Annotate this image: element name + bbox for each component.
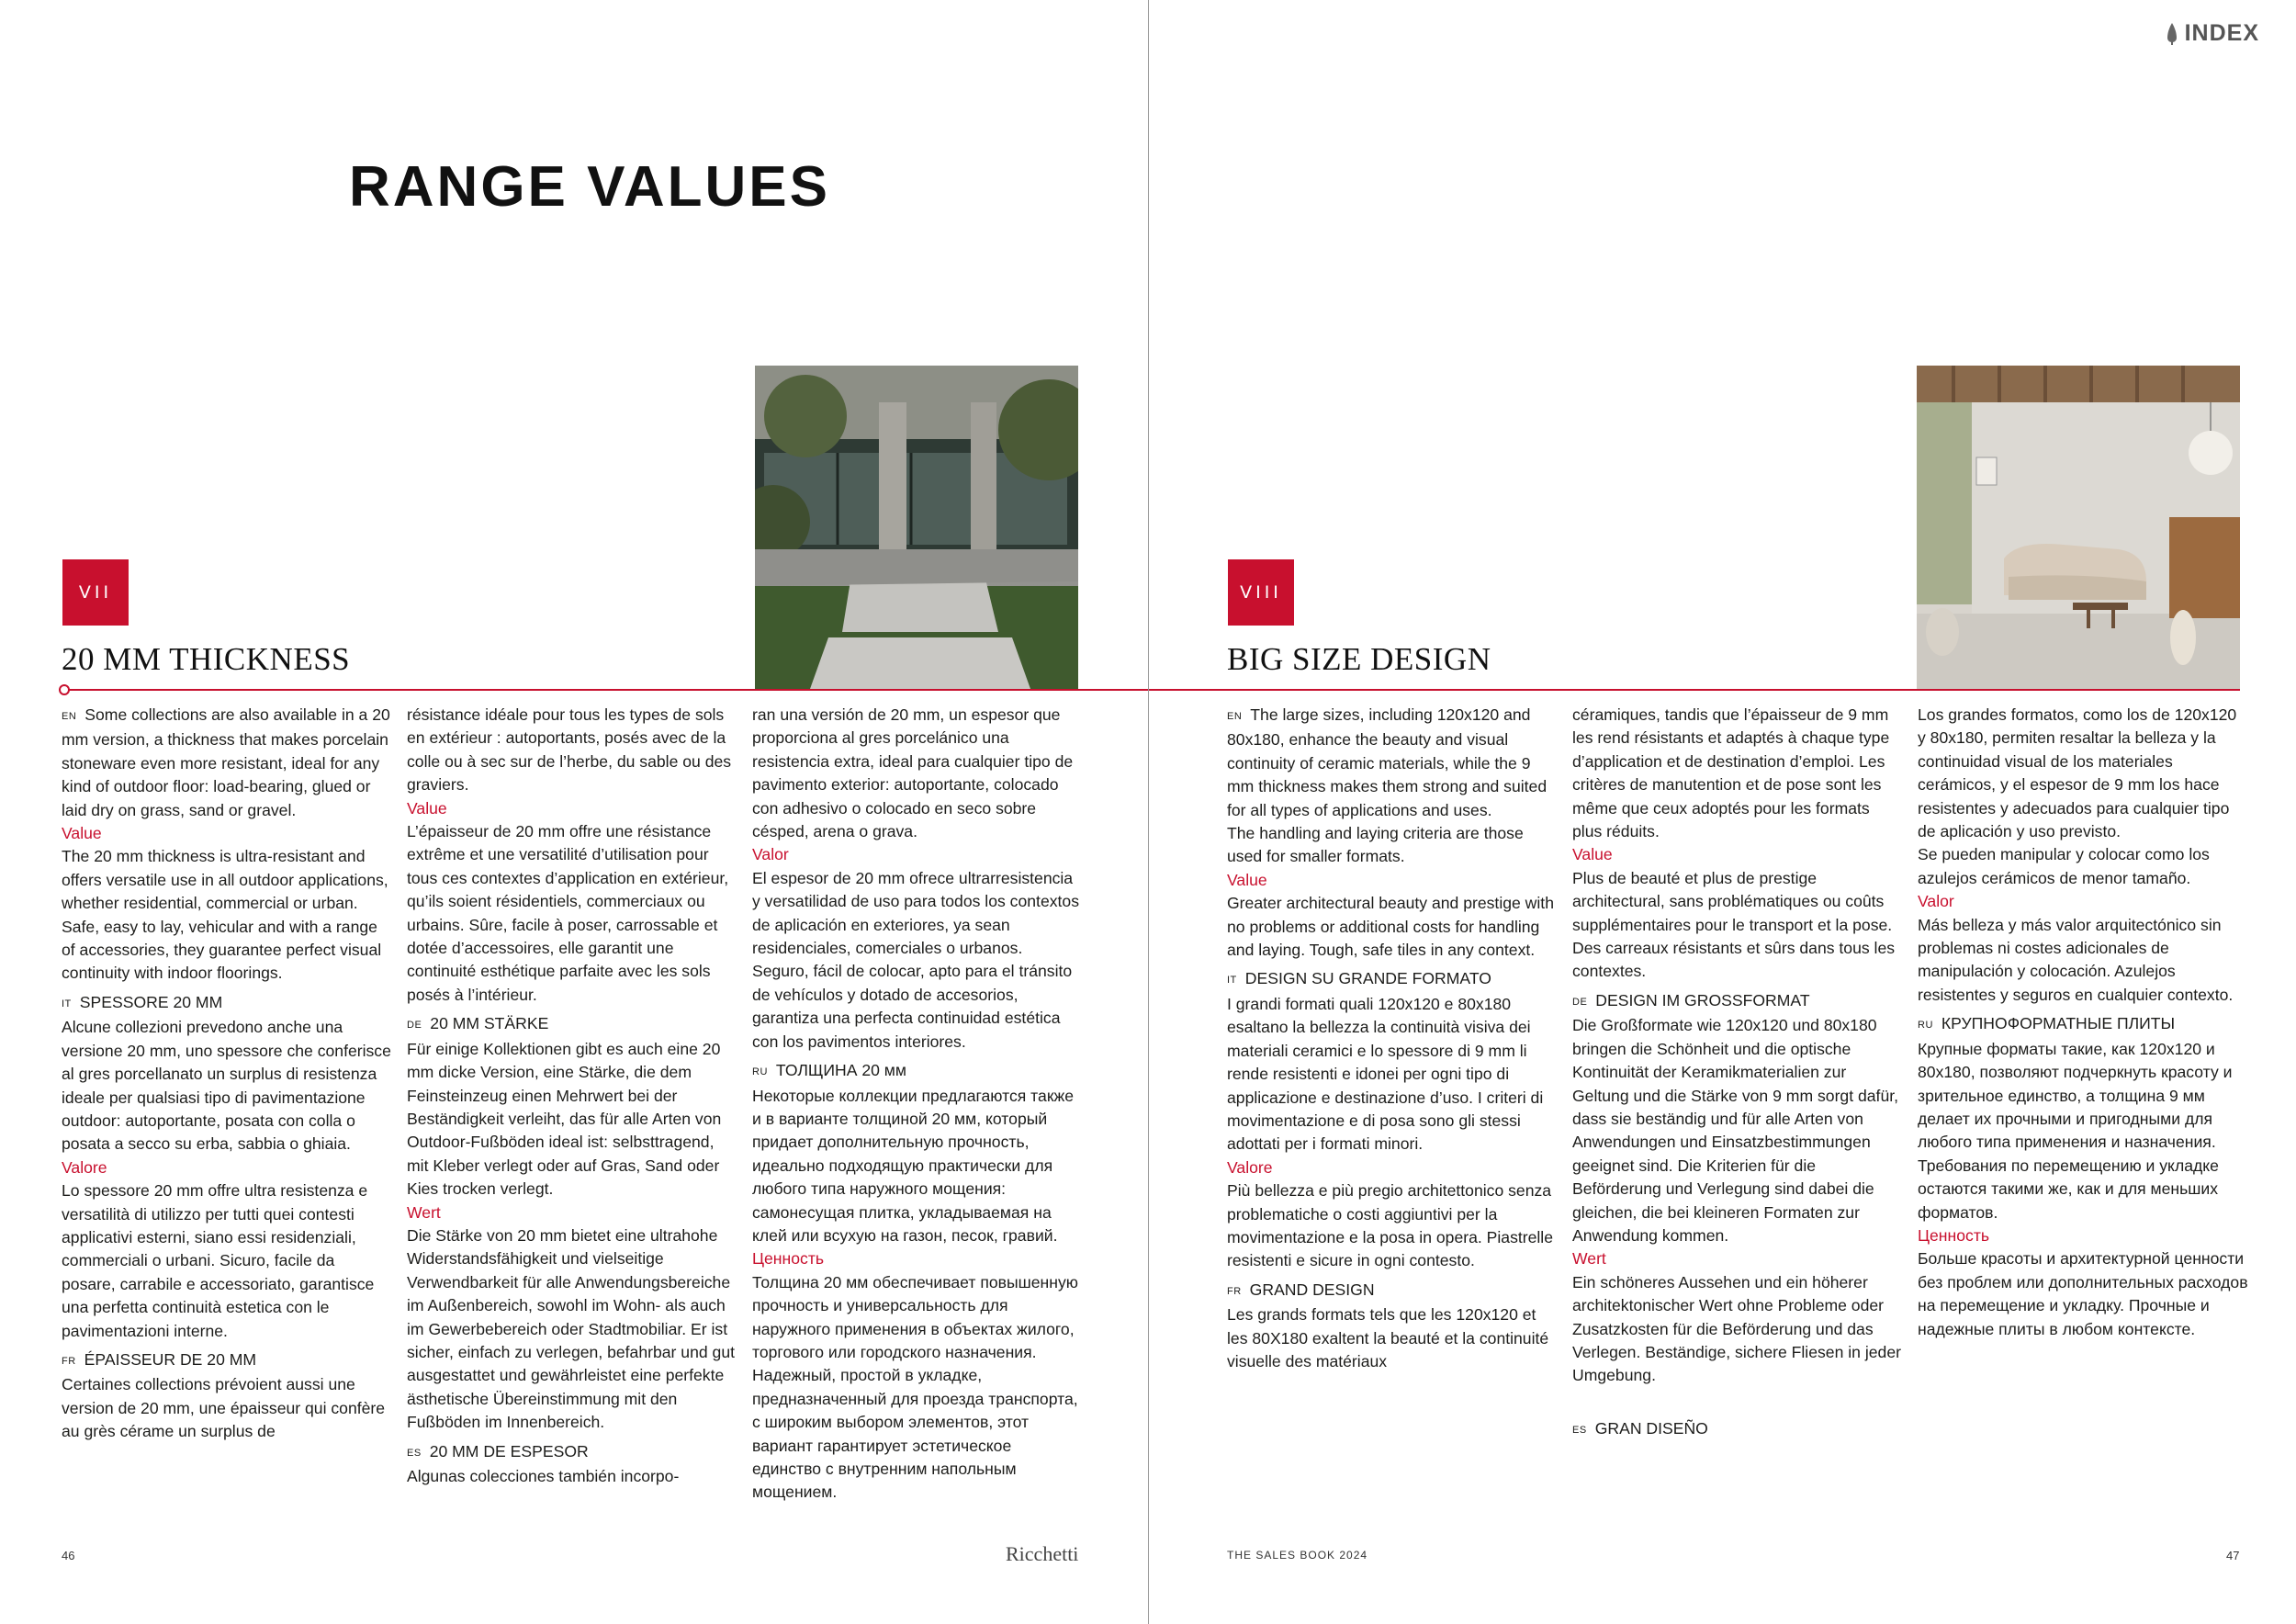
lang-tag: RU (1918, 1020, 1933, 1032)
body-text: Certaines collections prévoient aussi une version de 20 mm, une épaisseur qui confère au grès cérame un surplus de (62, 1375, 386, 1441)
text-column-1 (62, 704, 392, 1444)
lang-tag: FR (62, 1355, 76, 1367)
body-text: Lo spessore 20 mm offre ultra resistenza e versatilità di utilizzo per tutti quei contesti applicativi esterni, siano essi residenziali, commerciali o urbani. Sicuro, facile da posare, carrabile e accessoriato, garantisce una perfetta continuità estetica con le pavimentazioni interne. (62, 1181, 375, 1340)
body-text: Für einige Kollektionen gibt es auch eine 20 mm dicke Version, eine Stärke, die dem Feinsteinzeug einen Mehrwert bei der Beständigkeit verleiht, das für alle Arten von Outdoor-Fußböden ideal ist: selbsttragend, mit Kleber verlegt oder auf Gras, Sand oder Kies trocken verlegt. (407, 1039, 722, 1199)
body-text: Más belleza y más valor arquitectónico sin problemas ni costes adicionales de manipulación y colocación. Azulejos resistentes y seguros en cualquier contexto. (1918, 915, 2234, 1004)
section-heading-es (407, 1440, 737, 1465)
body-text: Some collections are also available in a 20 mm version, a thickness that makes porcelain stoneware even more resistant, ideal for any kind of outdoor floor: load-bearing, glued or laid dry on grass, sand or gravel. (62, 705, 390, 819)
body-text: Требования по перемещению и укладке остаются такими же, как и для меньших форматов. (1918, 1156, 2219, 1222)
lang-tag: EN (1227, 711, 1243, 722)
body-text: Alcune collezioni prevedono anche una versione 20 mm, uno spessore che conferisce al gres porcellanato un surplus di resistenza ideale per qualsiasi tipo di pavimentazione outdoor: autoportante, posata con colla o posata a secco su erba, sabbia o ghiaia. (62, 1018, 391, 1154)
section-heading-es (1572, 1417, 1903, 1442)
section-rule (64, 689, 1148, 691)
index-label: INDEX (2184, 20, 2259, 46)
heading-text: ТОЛЩИНА 20 мм (775, 1061, 906, 1080)
section-number-badge: VIII (1228, 559, 1294, 626)
lang-tag: ES (1572, 1424, 1587, 1436)
value-label: Value (62, 824, 102, 843)
body-text: Больше красоты и архитектурной ценности без проблем или дополнительных расходов на перемещение и укладку. Прочные и надежные плиты в любом контексте. (1918, 1249, 2248, 1338)
body-text: The 20 mm thickness is ultra-resistant and offers versatile use in all outdoor applications, whether residential, commercial or urban. Safe, easy to lay, vehicular and with a range of accessories, they guarantee perfect visual continuity with indoor floorings. (62, 847, 388, 983)
section-heading-it (1227, 967, 1558, 992)
body-text: résistance idéale pour tous les types de sols en extérieur : autoportants, posés avec de la colle ou à sec sur de l’herbe, du sable ou des graviers. (407, 705, 732, 795)
body-text: L’épaisseur de 20 mm offre une résistance extrême et une versatilité d’utilisation pour tous ces contextes d’application en extérieur, qu’ils soient résidentiels, commerciaux ou urbains. Sûre, facile à poser, carrossable et dotée d’accessoires, elle garantit une continuité esthétique parfaite avec les sols posés à l’intérieur. (407, 822, 729, 1004)
value-label: Valore (1227, 1157, 1273, 1177)
section-title: 20 MM THICKNESS (62, 641, 351, 677)
value-label: Ценность (752, 1249, 825, 1269)
body-text: Некоторые коллекции предлагаются также и в варианте толщиной 20 мм, который придает дополнительную прочность, идеально подходящую практически для любого типа наружного мощения: самонесущая плитка, укладываемая на клей или всухую на газон, песок, гравий. (752, 1086, 1075, 1245)
page-number: 46 (62, 1549, 75, 1562)
lang-tag: IT (62, 998, 72, 1009)
section-heading-fr (1227, 1279, 1558, 1303)
body-text: Die Stärke von 20 mm bietet eine ultrahohe Widerstandsfähigkeit und vielseitige Verwendbarkeit für alle Anwendungsbereiche im Außenbereich, sowohl im Wohn- als auch im Gewerbebereich oder Stadtmobiliar. Er ist sicher, einfach zu verlegen, befahrbar und gut ausgestattet und gewährleistet eine perfekte ästhetische Übereinstimmung mit den Fußböden im Innenbereich. (407, 1225, 735, 1432)
body-text: Крупные форматы такие, как 120x120 и 80x180, позволяют подчеркнуть красоту и зрительное единство, а толщина 9 мм делает их прочными и пригодными для любого типа применения и назначения. (1918, 1039, 2233, 1152)
text-column-2 (1572, 704, 1903, 1442)
body-text: Greater architectural beauty and prestige with no problems or additional costs for handling and laying. Tough, safe tiles in any context. (1227, 894, 1554, 960)
text-column-3 (752, 704, 1083, 1505)
page-title: RANGE VALUES (349, 155, 831, 219)
body-text: Algunas colecciones también incorpo- (407, 1467, 680, 1485)
heading-text: 20 MM STÄRKE (430, 1014, 549, 1033)
cypress-tree-icon (2163, 22, 2181, 46)
value-label: Ценность (1918, 1225, 1990, 1245)
value-label: Value (1227, 870, 1267, 889)
section-rule (1149, 689, 2240, 691)
book-title-footer: THE SALES BOOK 2024 (1227, 1549, 1368, 1562)
body-text: Plus de beauté et plus de prestige architectural, sans problématiques ou coûts supplémentaires pour le transport et la pose. Des carreaux résistants et sûrs dans tous les contextes. (1572, 868, 1896, 981)
heading-text: ÉPAISSEUR DE 20 MM (84, 1349, 257, 1369)
heading-text: GRAND DESIGN (1249, 1280, 1375, 1299)
text-column-1 (1227, 704, 1558, 1373)
body-text: Ein schöneres Aussehen und ein höherer architektonischer Wert ohne Probleme oder Zusatzkosten für die Beförderung und das Verlegen. Beständige, sichere Fliesen in jeder Umgebung. (1572, 1272, 1901, 1385)
section-number-badge: VII (62, 559, 129, 626)
lang-tag: IT (1227, 975, 1237, 987)
paragraph-en (1227, 704, 1558, 822)
page-number: 47 (2226, 1549, 2240, 1562)
value-label: Valor (752, 845, 789, 864)
body-text: céramiques, tandis que l’épaisseur de 9 mm les rend résistants et adaptés à chaque type d’application et de destination d’emploi. Les critères de manutention et de pose sont les même que ceux adoptés pour les formats plus réduits. (1572, 705, 1890, 841)
heading-text: КРУПНОФОРМАТНЫЕ ПЛИТЫ (1941, 1014, 2176, 1033)
section-heading-ru (1918, 1012, 2248, 1037)
lang-tag: FR (1227, 1285, 1242, 1297)
value-label: Valor (1918, 892, 1954, 911)
living-room-photo (1917, 366, 2240, 689)
body-text: The large sizes, including 120x120 and 80x180, enhance the beauty and visual continuity of ceramic materials, while the 9 mm thickness makes them strong and suited for all types of applications and uses. (1227, 705, 1548, 819)
body-text: The handling and laying criteria are those used for smaller formats. (1227, 824, 1524, 866)
value-label: Valore (62, 1157, 107, 1177)
body-text: Die Großformate wie 120x120 und 80x180 bringen die Schönheit und die optische Kontinuität der Keramikmaterialien zur Geltung und die Stärke von 9 mm sorgt dafür, dass sie beständig und für alle Arten von Anwendungen und Einsatzbestimmungen geeignet sind. Die Kriterien für die Beförderung und Verlegung sind dabei die gleichen, die bei kleineren Formaten zur Anwendung kommen. (1572, 1016, 1899, 1245)
outdoor-terrace-photo (755, 366, 1078, 689)
text-column-3 (1918, 704, 2248, 1341)
brand-logo: Ricchetti (1006, 1542, 1079, 1565)
body-text: Los grandes formatos, como los de 120x120 y 80x180, permiten resaltar la belleza y la continuidad visual de los materiales cerámicos, y el espesor de 9 mm los hace resistentes y adecuados para cualquier tipo de aplicación y uso previsto. (1918, 705, 2237, 841)
section-title: BIG SIZE DESIGN (1227, 641, 1491, 677)
value-label: Wert (407, 1202, 441, 1222)
lang-tag: EN (62, 711, 77, 722)
body-text: El espesor de 20 mm ofrece ultrarresistencia y versatilidad de uso para todos los contextos de aplicación en exteriores, ya sean residenciales, comerciales o urbanos. Seguro, fácil de colocar, apto para el tránsito de vehículos y dotado de accesorios, garantiza una perfecta continuidad estética con los pavimentos interiores. (752, 868, 1079, 1051)
lang-tag: DE (407, 1020, 422, 1032)
lang-tag: RU (752, 1066, 768, 1078)
lang-tag: DE (1572, 996, 1588, 1008)
body-text: I grandi formati quali 120x120 e 80x180 esaltano la bellezza la continuità visiva dei materiali ceramici e lo spessore di 9 mm li rende resistenti e idonei per ogni tipo di applicazione e destinazione d’uso. I criteri di movimentazione e di posa sono gli stessi adottati per i formati minori. (1227, 994, 1544, 1154)
section-heading-de (407, 1012, 737, 1037)
section-heading-it (62, 991, 392, 1016)
value-label: Wert (1572, 1249, 1606, 1269)
section-heading-ru (752, 1059, 1083, 1084)
value-label: Value (407, 798, 447, 818)
body-text: Se pueden manipular y colocar como los azulejos cerámicos de menor tamaño. (1918, 845, 2210, 887)
heading-text: DESIGN IM GROSSFORMAT (1595, 990, 1810, 1009)
section-heading-de (1572, 989, 1903, 1014)
body-text: ran una versión de 20 mm, un espesor que proporciona al gres porcelánico una resistencia extra, ideal para cualquier tipo de pavimento exterior: autoportante, colocado con adhesivo o colocado en seco sobre césped, arena o grava. (752, 705, 1074, 841)
value-label: Value (1572, 845, 1613, 864)
heading-text: GRAN DISEÑO (1594, 1418, 1708, 1438)
page-spine (1148, 0, 1149, 1624)
heading-text: SPESSORE 20 MM (79, 992, 223, 1011)
body-text: Più bellezza e più pregio architettonico senza problematiche o costi aggiuntivi per la movimentazione e la posa in opera. Piastrelle resistenti e sicure in ogni contesto. (1227, 1181, 1554, 1270)
body-text: Толщина 20 мм обеспечивает повышенную прочность и универсальность для наружного применения в объектах жилого, торгового или городского назначения. Надежный, простой в укладке, предназначенный для проезда транспорта, с широким выбором элементов, этот вариант гарантирует эстетическое единство с внутренним напольным мощением. (752, 1272, 1078, 1502)
lang-tag: ES (407, 1447, 422, 1459)
section-heading-fr (62, 1348, 392, 1373)
body-text: Les grands formats tels que les 120x120 et les 80X180 exaltent la beauté et la continuité visuelle des matériaux (1227, 1305, 1549, 1370)
heading-text: DESIGN SU GRANDE FORMATO (1244, 969, 1491, 988)
rule-dot (59, 684, 70, 695)
paragraph-en (62, 704, 392, 822)
heading-text: 20 MM DE ESPESOR (429, 1441, 589, 1460)
text-column-2 (407, 704, 737, 1488)
index-link[interactable] (2163, 20, 2259, 47)
